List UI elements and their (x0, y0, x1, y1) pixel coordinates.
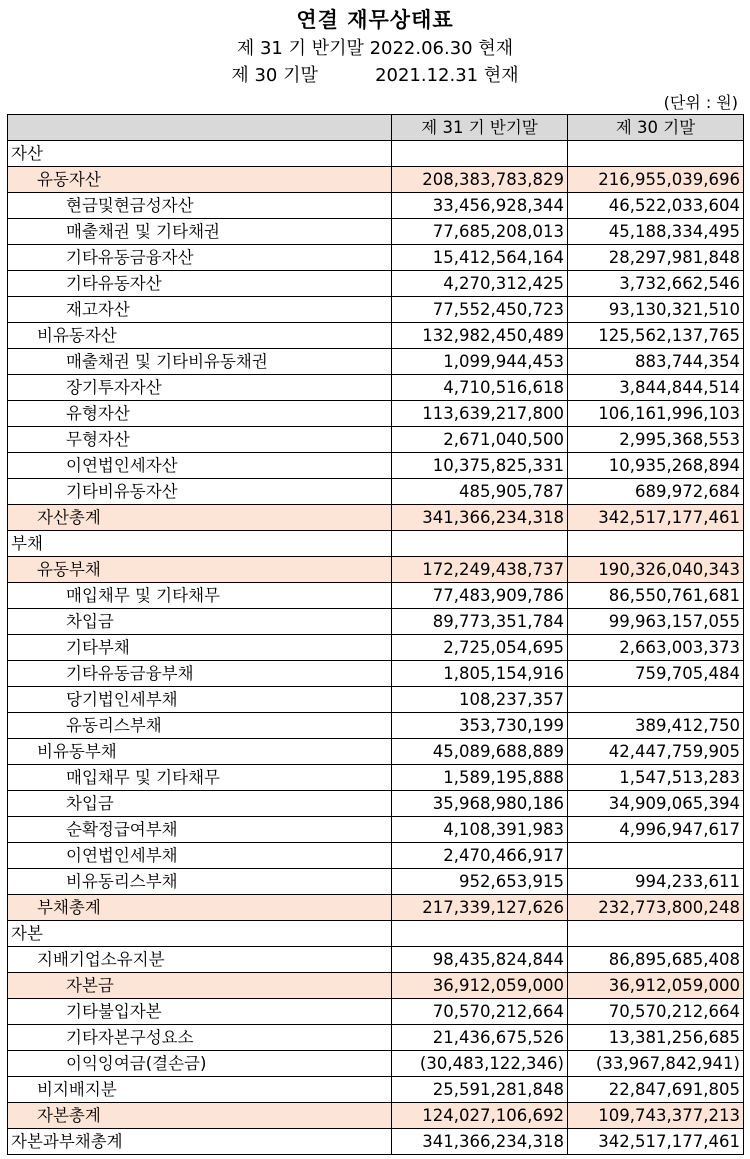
account-name: 기타불입자본 (8, 999, 392, 1025)
table-body (8, 141, 744, 1155)
table-row (8, 401, 744, 427)
unit-label: (단위 : 원) (663, 93, 738, 112)
current-period-value: 36,912,059,000 (392, 973, 568, 999)
account-name: 자산 (8, 141, 392, 167)
current-period-value: 1,805,154,916 (392, 661, 568, 687)
current-period-value: 10,375,825,331 (392, 453, 568, 479)
table-row (8, 453, 744, 479)
table-header-row (8, 115, 744, 141)
account-name: 유동부채 (8, 557, 392, 583)
current-period-value: 172,249,438,737 (392, 557, 568, 583)
table-row (8, 843, 744, 869)
account-name: 장기투자자산 (8, 375, 392, 401)
current-period-value: 341,366,234,318 (392, 1129, 568, 1155)
current-period-value: 1,099,944,453 (392, 349, 568, 375)
header-prior-period: 제 30 기말 (568, 115, 744, 141)
account-name: 부채총계 (8, 895, 392, 921)
table-row (8, 895, 744, 921)
header-account (8, 115, 392, 141)
current-period-value: 4,108,391,983 (392, 817, 568, 843)
prior-period-value: 45,188,334,495 (568, 219, 744, 245)
table-row (8, 531, 744, 557)
prior-period-value (568, 141, 744, 167)
current-period-value: 217,339,127,626 (392, 895, 568, 921)
current-period-value: 4,710,516,618 (392, 375, 568, 401)
prior-period-value: 4,996,947,617 (568, 817, 744, 843)
account-name: 기타유동금융부채 (8, 661, 392, 687)
account-name: 비지배지분 (8, 1077, 392, 1103)
prior-period-value (568, 921, 744, 947)
prior-period-value: 689,972,684 (568, 479, 744, 505)
prior-period-value: 232,773,800,248 (568, 895, 744, 921)
account-name: 이익잉여금(결손금) (8, 1051, 392, 1077)
table-row (8, 713, 744, 739)
current-period-value: 33,456,928,344 (392, 193, 568, 219)
current-period-value: (30,483,122,346) (392, 1051, 568, 1077)
header-current-period: 제 31 기 반기말 (392, 115, 568, 141)
prior-period-value: 28,297,981,848 (568, 245, 744, 271)
table-row (8, 1103, 744, 1129)
account-name: 차입금 (8, 609, 392, 635)
account-name: 자본총계 (8, 1103, 392, 1129)
table-row (8, 817, 744, 843)
current-period-value: 21,436,675,526 (392, 1025, 568, 1051)
table-row (8, 921, 744, 947)
account-name: 순확정급여부채 (8, 817, 392, 843)
account-name: 부채 (8, 531, 392, 557)
table-row (8, 869, 744, 895)
table-row (8, 479, 744, 505)
current-period-value: 4,270,312,425 (392, 271, 568, 297)
account-name: 지배기업소유지분 (8, 947, 392, 973)
account-name: 기타부채 (8, 635, 392, 661)
account-name: 현금및현금성자산 (8, 193, 392, 219)
table-row (8, 245, 744, 271)
prior-period-value: (33,967,842,941) (568, 1051, 744, 1077)
prior-period-value: 994,233,611 (568, 869, 744, 895)
current-period-value: 124,027,106,692 (392, 1103, 568, 1129)
prior-period-value: 36,912,059,000 (568, 973, 744, 999)
prior-period-value: 93,130,321,510 (568, 297, 744, 323)
account-name: 이연법인세자산 (8, 453, 392, 479)
table-row (8, 1025, 744, 1051)
table-row (8, 765, 744, 791)
table-row (8, 947, 744, 973)
table-row (8, 505, 744, 531)
table-row (8, 973, 744, 999)
table-row (8, 557, 744, 583)
account-name: 이연법인세부채 (8, 843, 392, 869)
account-name: 자본금 (8, 973, 392, 999)
current-period-value: 2,470,466,917 (392, 843, 568, 869)
statement-title: 연결 재무상태표 (296, 8, 454, 32)
table-row (8, 167, 744, 193)
balance-sheet-table (7, 114, 744, 1155)
table-row (8, 739, 744, 765)
current-period-value: 485,905,787 (392, 479, 568, 505)
account-name: 비유동자산 (8, 323, 392, 349)
prior-period-value: 109,743,377,213 (568, 1103, 744, 1129)
account-name: 유형자산 (8, 401, 392, 427)
table-row (8, 999, 744, 1025)
table-row (8, 1051, 744, 1077)
account-name: 비유동리스부채 (8, 869, 392, 895)
account-name: 기타자본구성요소 (8, 1025, 392, 1051)
prior-period-value (568, 531, 744, 557)
current-period-value: 35,968,980,186 (392, 791, 568, 817)
prior-period-value: 190,326,040,343 (568, 557, 744, 583)
prior-period-value: 216,955,039,696 (568, 167, 744, 193)
account-name: 기타유동금융자산 (8, 245, 392, 271)
account-name: 무형자산 (8, 427, 392, 453)
table-row (8, 661, 744, 687)
current-period-value (392, 921, 568, 947)
prior-period-value: 70,570,212,664 (568, 999, 744, 1025)
table-row (8, 297, 744, 323)
current-period-value: 2,671,040,500 (392, 427, 568, 453)
current-period-value: 132,982,450,489 (392, 323, 568, 349)
table-row (8, 687, 744, 713)
prior-period-value: 125,562,137,765 (568, 323, 744, 349)
prior-period-value: 2,663,003,373 (568, 635, 744, 661)
current-period-value: 15,412,564,164 (392, 245, 568, 271)
prior-period-value: 22,847,691,805 (568, 1077, 744, 1103)
prior-period-value: 99,963,157,055 (568, 609, 744, 635)
prior-period-value: 86,550,761,681 (568, 583, 744, 609)
prior-period-value: 3,844,844,514 (568, 375, 744, 401)
table-row (8, 1077, 744, 1103)
prior-period-value: 1,547,513,283 (568, 765, 744, 791)
table-row (8, 427, 744, 453)
table-row (8, 635, 744, 661)
table-row (8, 791, 744, 817)
prior-period-value: 342,517,177,461 (568, 505, 744, 531)
current-period-value: 77,552,450,723 (392, 297, 568, 323)
account-name: 비유동부채 (8, 739, 392, 765)
current-period-value (392, 531, 568, 557)
table-row (8, 375, 744, 401)
prior-period-value: 759,705,484 (568, 661, 744, 687)
account-name: 매출채권 및 기타채권 (8, 219, 392, 245)
prior-period-value: 86,895,685,408 (568, 947, 744, 973)
current-period-value (392, 141, 568, 167)
prior-period-value: 13,381,256,685 (568, 1025, 744, 1051)
current-period-value: 113,639,217,800 (392, 401, 568, 427)
current-period-value: 70,570,212,664 (392, 999, 568, 1025)
account-name: 기타유동자산 (8, 271, 392, 297)
account-name: 유동리스부채 (8, 713, 392, 739)
table-row (8, 349, 744, 375)
account-name: 차입금 (8, 791, 392, 817)
current-period-value: 89,773,351,784 (392, 609, 568, 635)
account-name: 자본과부채총계 (8, 1129, 392, 1155)
account-name: 기타비유동자산 (8, 479, 392, 505)
prior-period-value: 34,909,065,394 (568, 791, 744, 817)
table-row (8, 583, 744, 609)
current-period-value: 77,685,208,013 (392, 219, 568, 245)
current-period-value: 353,730,199 (392, 713, 568, 739)
table-row (8, 219, 744, 245)
current-period-value: 108,237,357 (392, 687, 568, 713)
account-name: 유동자산 (8, 167, 392, 193)
current-period-value: 98,435,824,844 (392, 947, 568, 973)
table-row (8, 193, 744, 219)
table-row (8, 609, 744, 635)
prior-period-value: 106,161,996,103 (568, 401, 744, 427)
prior-period-value: 389,412,750 (568, 713, 744, 739)
current-period-value: 25,591,281,848 (392, 1077, 568, 1103)
account-name: 당기법인세부채 (8, 687, 392, 713)
account-name: 매출채권 및 기타비유동채권 (8, 349, 392, 375)
account-name: 재고자산 (8, 297, 392, 323)
table-row (8, 141, 744, 167)
current-period-value: 77,483,909,786 (392, 583, 568, 609)
prior-period-line: 제 30 기말 2021.12.31 현재 (231, 65, 519, 86)
prior-period-value: 883,744,354 (568, 349, 744, 375)
current-period-value: 45,089,688,889 (392, 739, 568, 765)
account-name: 매입채무 및 기타채무 (8, 583, 392, 609)
prior-period-value: 342,517,177,461 (568, 1129, 744, 1155)
prior-period-value: 10,935,268,894 (568, 453, 744, 479)
prior-period-value (568, 843, 744, 869)
prior-period-value: 42,447,759,905 (568, 739, 744, 765)
current-period-value: 341,366,234,318 (392, 505, 568, 531)
current-period-value: 208,383,783,829 (392, 167, 568, 193)
current-period-line: 제 31 기 반기말 2022.06.30 현재 (236, 38, 514, 59)
prior-period-value (568, 687, 744, 713)
current-period-value: 952,653,915 (392, 869, 568, 895)
account-name: 자본 (8, 921, 392, 947)
table-row (8, 323, 744, 349)
table-row (8, 271, 744, 297)
account-name: 자산총계 (8, 505, 392, 531)
current-period-value: 1,589,195,888 (392, 765, 568, 791)
current-period-value: 2,725,054,695 (392, 635, 568, 661)
prior-period-value: 2,995,368,553 (568, 427, 744, 453)
prior-period-value: 3,732,662,546 (568, 271, 744, 297)
table-row (8, 1129, 744, 1155)
account-name: 매입채무 및 기타채무 (8, 765, 392, 791)
prior-period-value: 46,522,033,604 (568, 193, 744, 219)
